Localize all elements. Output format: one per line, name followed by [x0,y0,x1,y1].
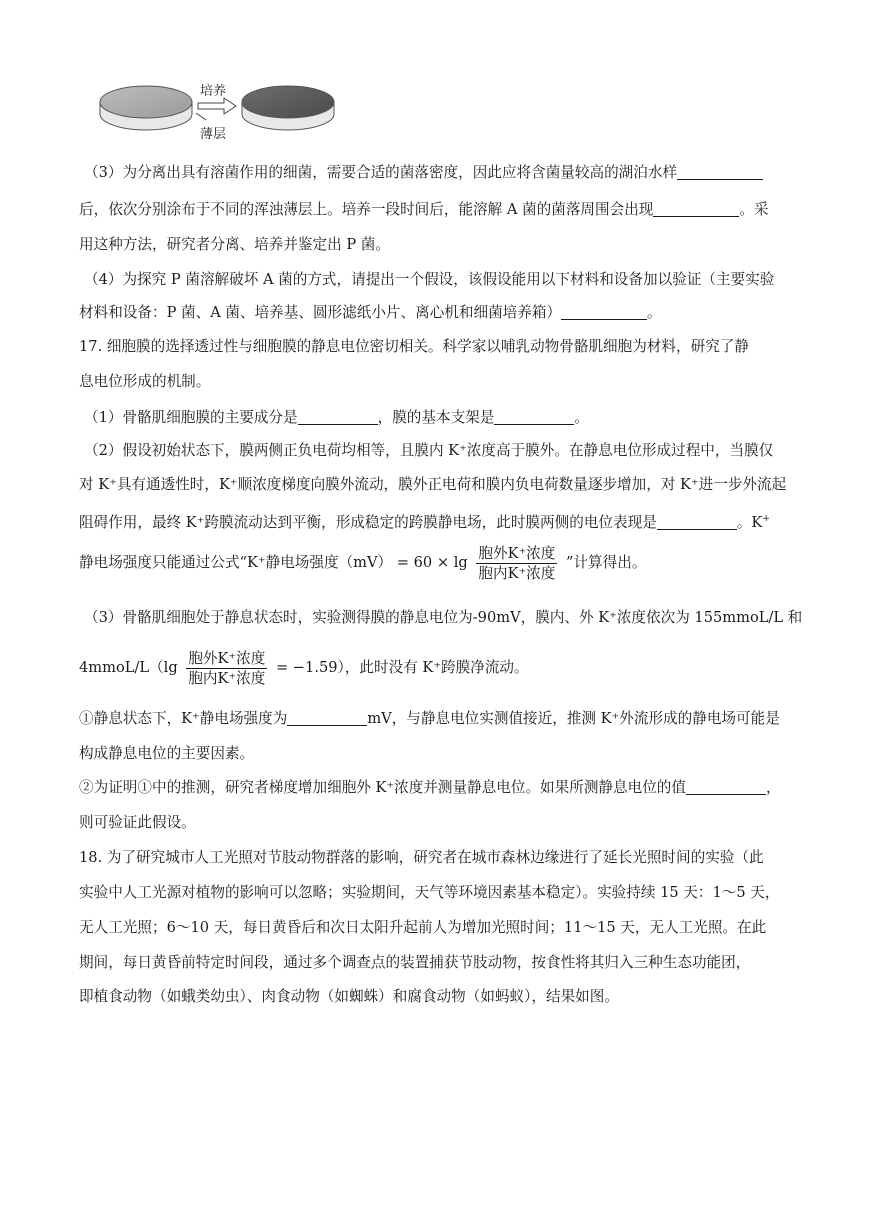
q17-p3-text2a: 4mmoL/L（ [79,659,164,676]
ratio-value: = −1.59 [275,659,338,676]
q18-line5: 即植食动物（如蛾类幼虫）、肉食动物（如蜘蛛）和腐食动物（如蚂蚁），结果如图。 [79,988,619,1005]
q16-p4-text2a: 材料和设备：P 菌、A 菌、培养基、圆形滤纸小片、离心机和细菌培养箱） [79,304,562,321]
fraction-numerator: 胞外K⁺浓度 [478,544,556,562]
q17-formula-prefix: 静电场强度只能通过公式“K⁺静电场强度（mV） [79,554,393,571]
answer-blank[interactable] [298,410,378,425]
q17-p1-text-a: （1）骨骼肌细胞膜的主要成分是 [84,409,298,426]
layer-label: 薄层 [200,127,227,142]
fraction-numerator: 胞外K⁺浓度 [188,649,266,667]
q16-p3-line3: 用这种方法，研究者分离、培养并鉴定出 P 菌。 [79,236,390,253]
q17-s2-text-a: ②为证明①中的推测，研究者梯度增加细胞外 K⁺浓度并测量静息电位。如果所测静息电位的值 [79,779,686,796]
q17-s1-text-a: ①静息状态下，K⁺静电场强度为 [79,710,288,727]
leader-line [196,113,206,120]
superscript-plus: + [762,514,770,524]
q17-s1-line1 [79,709,780,729]
q16-p3-text1: （3）为分离出具有溶菌作用的细菌，需要合适的菌落密度，因此应将含菌量较高的湖泊水样 [84,164,678,181]
right-petri-dish [242,86,334,130]
answer-blank[interactable] [287,711,367,726]
q17-p2-line1: （2）假设初始状态下，膜两侧正负电荷均相等，且膜内 K⁺浓度高于膜外。在静息电位形成过程中，当膜仅 [84,442,774,459]
formula-fraction [476,544,557,583]
q17-s2-text-b: ， [766,779,781,796]
answer-blank[interactable] [494,410,574,425]
lg-symbol: lg [163,659,178,676]
q16-p3-text2a: 后，依次分别涂布于不同的浑浊薄层上。培养一段时间后，能溶解 A 菌的菌落周围会出现 [79,201,654,218]
q17-p2-text3a: 阻碍作用，最终 K⁺跨膜流动达到平衡，形成稳定的跨膜静电场，此时膜两侧的电位表现是 [79,514,657,531]
q17-s2-line2: 则可验证此假设。 [79,814,196,831]
q17-s2-line1 [79,778,781,798]
q16-p4-line1: （4）为探究 P 菌溶解破坏 A 菌的方式，请提出一个假设，该假设能用以下材料和设备加以验证（主要实验 [84,271,775,288]
q17-p3-line1: （3）骨骼肌细胞处于静息状态时，实验测得膜的静息电位为-90mV，膜内、外 K⁺浓度依次为 155mmoL/L 和 [84,609,803,626]
q17-p1-text-b: ，膜的基本支架是 [377,409,495,426]
q17-p2-text3b: 。K [736,514,763,531]
arrow-label: 培养 [200,84,227,99]
formula-coefficient: = 60 × lg [396,554,468,571]
q16-p4-text2b: 。 [647,304,662,321]
fraction-denominator: 胞内K⁺浓度 [478,564,556,582]
petri-dish-figure [96,80,346,152]
q17-s1-line2: 构成静息电位的主要因素。 [79,745,255,762]
q18-line3: 无人工光照；6～10 天，每日黄昏后和次日太阳升起前人为增加光照时间；11～15 天，无人工光照。在此 [79,919,767,936]
q16-p3-line1 [84,163,763,183]
answer-blank[interactable] [653,202,739,217]
q17-intro-line2: 息电位形成的机制。 [79,373,211,390]
fraction-denominator: 胞内K⁺浓度 [188,669,266,687]
q17-p3-text2b: ），此时没有 K⁺跨膜净流动。 [337,659,529,676]
left-petri-dish [100,86,192,130]
q16-p4-line2 [79,303,662,323]
q17-s1-text-b: mV，与静息电位实测值接近，推测 K⁺外流形成的静电场可能是 [367,710,780,727]
answer-blank[interactable] [686,780,766,795]
q17-p2-line2: 对 K⁺具有通透性时，K⁺顺浓度梯度向膜外流动，膜外正电荷和膜内负电荷数量逐步增加，对 K⁺进一步外流起 [79,476,787,493]
q18-line4: 期间，每日黄昏前特定时间段，通过多个调查点的装置捕获节肢动物，按食性将其归入三种生态功能团， [79,954,751,971]
q17-p3-line2 [79,648,529,688]
q17-p1 [84,408,589,428]
q16-p3-line2 [79,200,769,220]
q17-intro-line1: 17. 细胞膜的选择透过性与细胞膜的静息电位密切相关。科学家以哺乳动物骨骼肌细胞为材料，研究了静 [79,338,749,355]
q17-p2-line3 [79,509,770,533]
answer-blank[interactable] [657,515,737,530]
q16-p3-text2b: 。采 [739,201,769,218]
ratio-fraction [186,649,267,688]
q17-p1-text-c: 。 [574,409,589,426]
q18-line2: 实验中人工光源对植物的影响可以忽略；实验期间，天气等环境因素基本稳定）。实验持续 15 天：1～5 天， [79,884,780,901]
answer-blank[interactable] [677,165,763,180]
q17-formula-suffix: ”计算得出。 [566,554,647,571]
q18-line1: 18. 为了研究城市人工光照对节肢动物群落的影响，研究者在城市森林边缘进行了延长光照时间的实验（此 [79,849,764,866]
q17-p2-line4 [79,543,646,583]
answer-blank[interactable] [561,305,647,320]
arrow-icon [198,98,236,114]
